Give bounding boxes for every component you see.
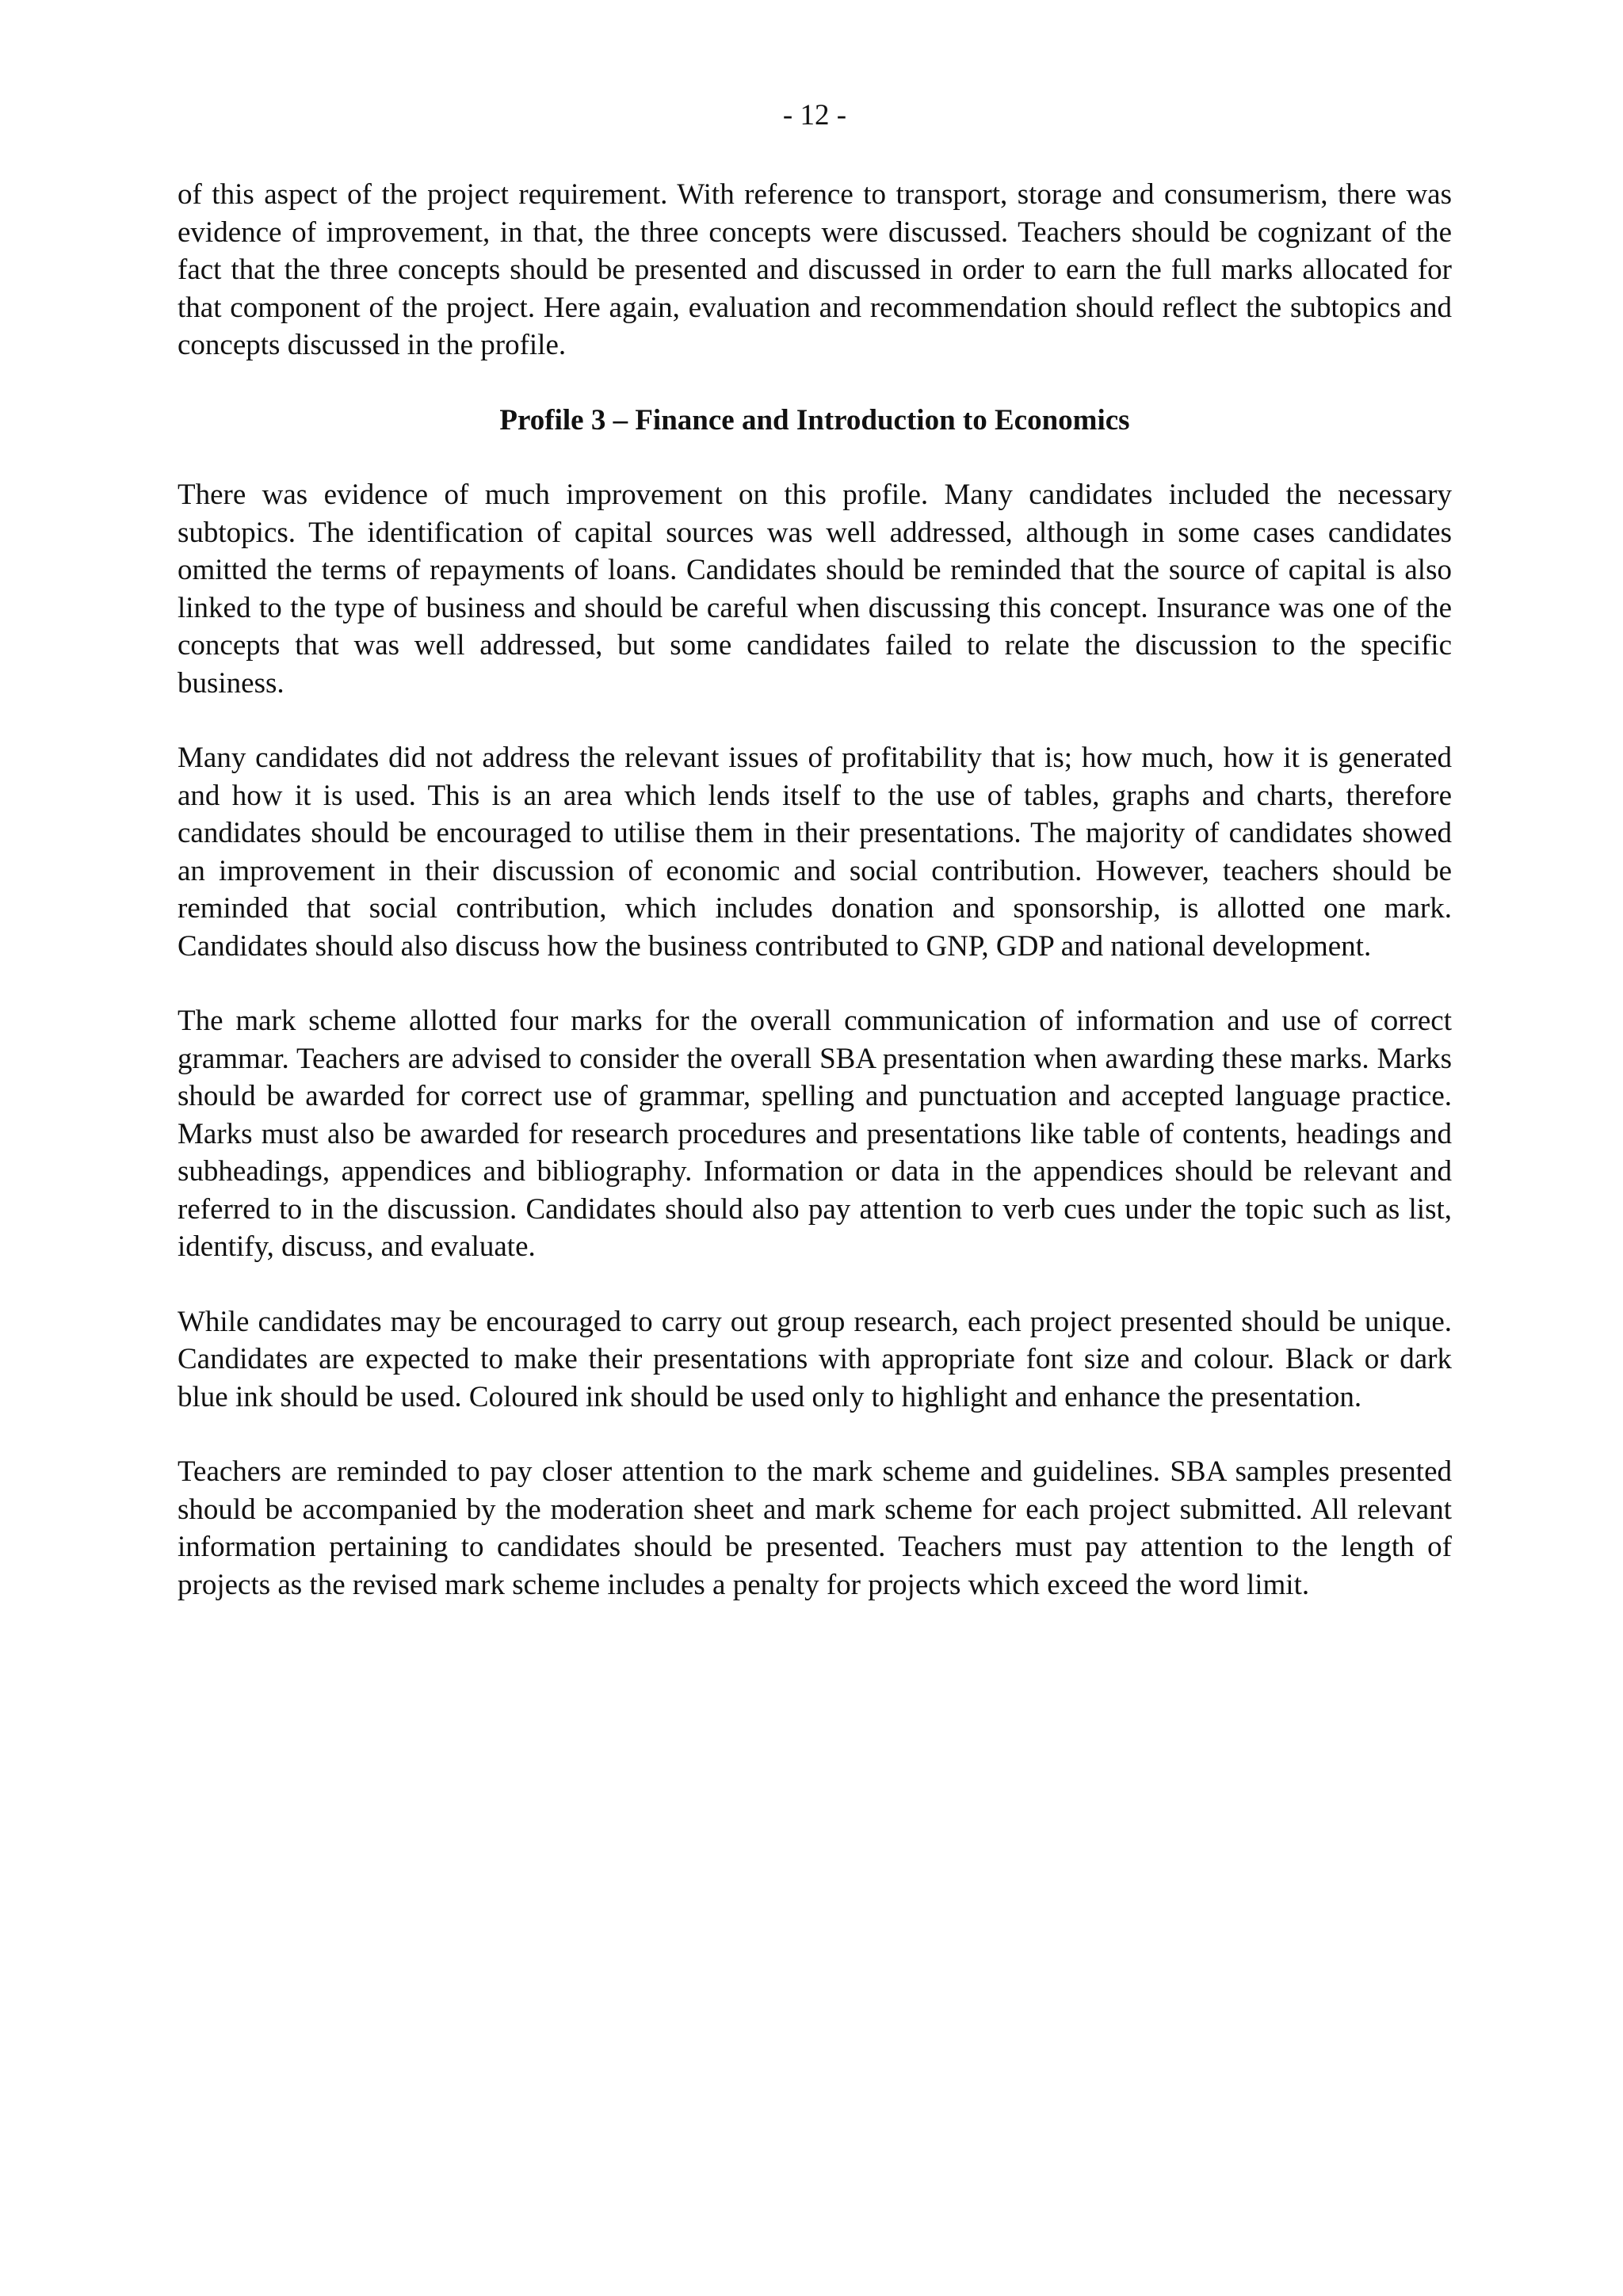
page-number: - 12 -	[782, 99, 847, 132]
intro-paragraph: of this aspect of the project requirement. With reference to transport, storage and consumerism, there was evidence of improvement, in that, the three concepts were discussed. Teachers should be cognizant of the fact that the three concepts should be presented and discussed in order to earn the full marks allocated for that component of the project. Here again, evaluation and recommendation should reflect the subtopics and concepts discussed in the profile.	[178, 178, 1452, 361]
capital-insurance-paragraph: There was evidence of much improvement on this profile. Many candidates included the necessary subtopics. The identification of capital sources was well addressed, although in some cases candidates omitted the terms of repayments of loans. Candidates should be reminded that the source of capital is also linked to the type of business and should be careful when discussing this concept. Insurance was one of the concepts that was well addressed, but some candidates failed to relate the discussion to the specific business.	[178, 479, 1452, 700]
profitability-paragraph: Many candidates did not address the relevant issues of profitability that is; how much, how it is generated and how it is used. This is an area which lends itself to the use of tables, graphs and charts, therefore candidates should be encouraged to utilise them in their presentations. The majority of candidates showed an improvement in their discussion of economic and social contribution. However, teachers should be reminded that social contribution, which includes donation and sponsorship, is allotted one mark. Candidates should also discuss how the business contributed to GNP, GDP and national development.	[178, 742, 1452, 963]
group-research-paragraph: While candidates may be encouraged to carry out group research, each project presented should be unique. Candidates are expected to make their presentations with appropriate font size and colour. Black or dark blue ink should be used. Coloured ink should be used only to highlight and enhance the presentation.	[178, 1305, 1452, 1413]
document-body	[178, 176, 1452, 1641]
profile-3-heading: Profile 3 – Finance and Introduction to Economics	[499, 403, 1130, 437]
teachers-reminder-paragraph: Teachers are reminded to pay closer attention to the mark scheme and guidelines. SBA samples presented should be accompanied by the moderation sheet and mark scheme for each project submitted. All relevant information pertaining to candidates should be presented. Teachers must pay attention to the length of projects as the revised mark scheme includes a penalty for projects which exceed the word limit.	[178, 1455, 1452, 1601]
mark-scheme-paragraph: The mark scheme allotted four marks for the overall communication of information and use of correct grammar. Teachers are advised to consider the overall SBA presentation when awarding these marks. Marks should be awarded for correct use of grammar, spelling and punctuation and accepted language practice. Marks must also be awarded for research procedures and presentations like table of contents, headings and subheadings, appendices and bibliography. Information or data in the appendices should be relevant and referred to in the discussion. Candidates should also pay attention to verb cues under the topic such as list, identify, discuss, and evaluate.	[178, 1005, 1452, 1263]
